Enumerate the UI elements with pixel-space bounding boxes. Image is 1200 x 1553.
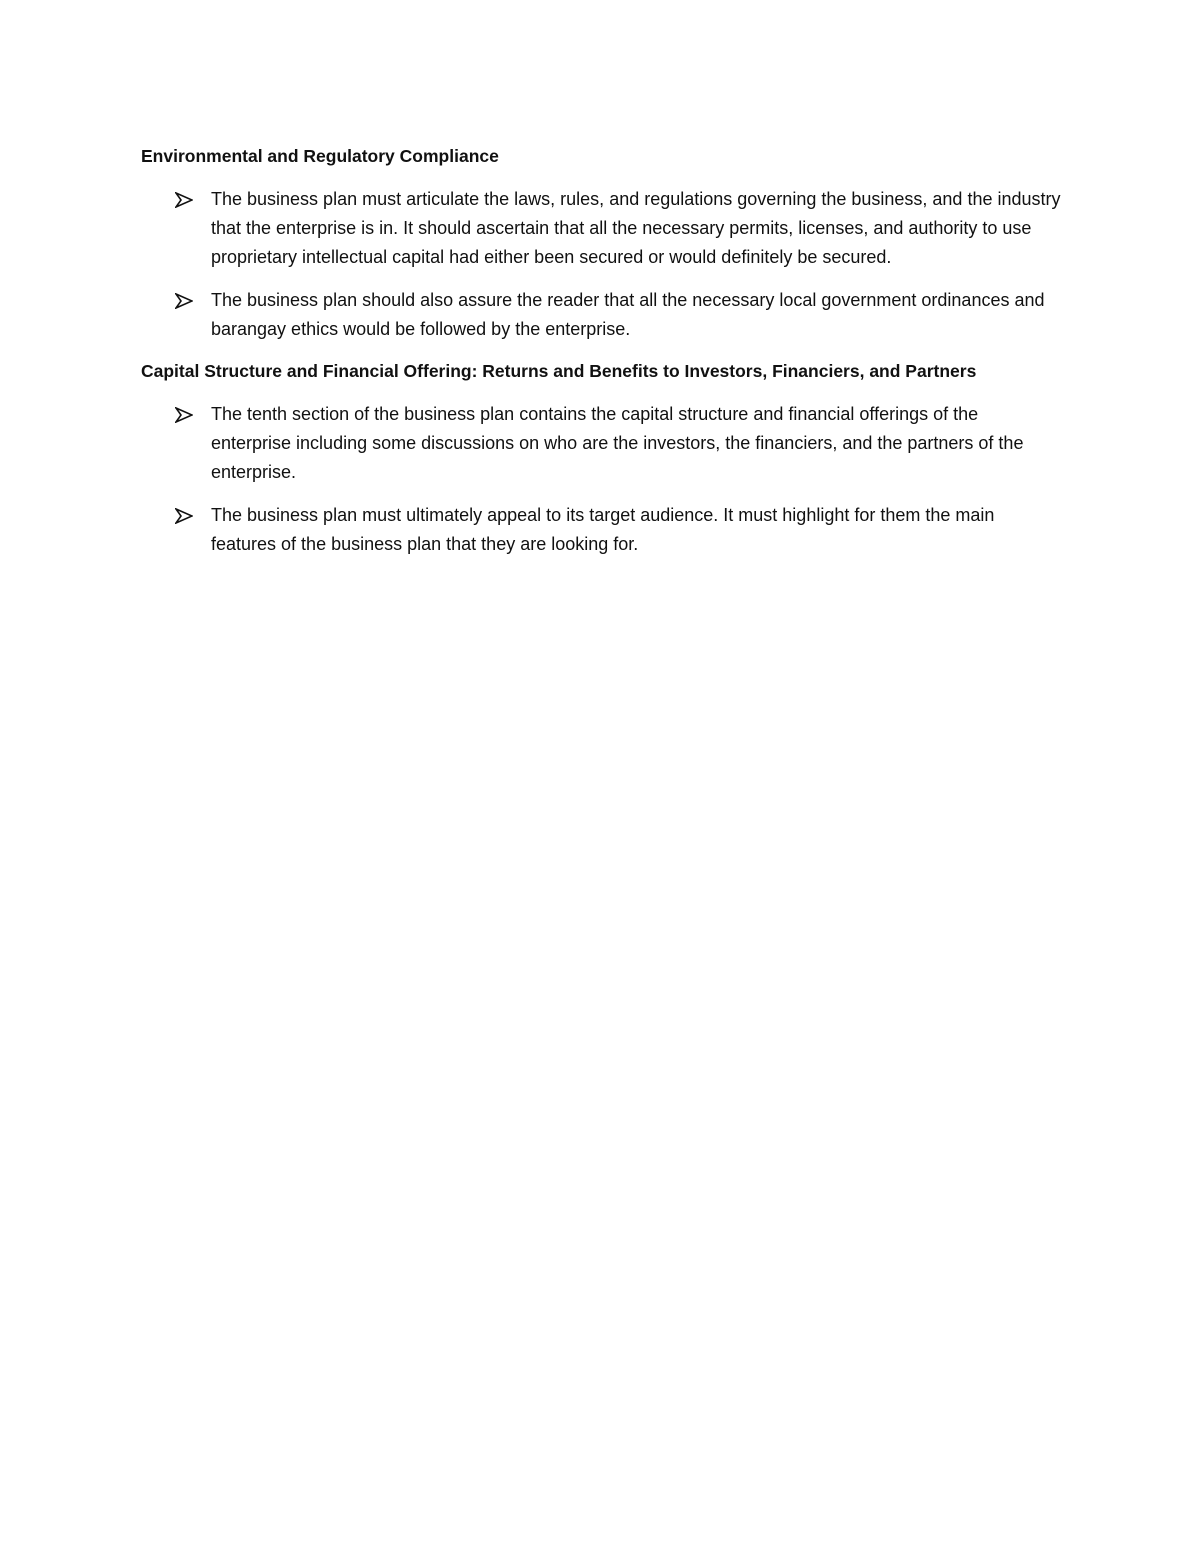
- arrowhead-bullet-icon: [175, 407, 193, 423]
- section-heading-environmental-compliance: Environmental and Regulatory Compliance: [141, 146, 499, 166]
- list-item: [141, 185, 1061, 272]
- list-item: [141, 400, 1061, 487]
- bullet-list-environmental-compliance: [141, 185, 1061, 344]
- bullet-text: The tenth section of the business plan contains the capital structure and financial offerings of the enterprise including some discussions on who are the investors, the financiers, and the partners of the enterprise.: [211, 404, 1024, 482]
- bullet-text: The business plan must articulate the laws, rules, and regulations governing the business, and the industry that the enterprise is in. It should ascertain that all the necessary permits, licenses, and authority to use proprietary intellectual capital had either been secured or would definitely be secured.: [211, 189, 1061, 267]
- document-content: [141, 143, 1061, 573]
- list-item: [141, 501, 1061, 559]
- list-item: [141, 286, 1061, 344]
- arrowhead-bullet-icon: [175, 508, 193, 524]
- bullet-text: The business plan should also assure the reader that all the necessary local government ordinances and barangay ethics would be followed by the enterprise.: [211, 290, 1045, 339]
- bullet-text: The business plan must ultimately appeal to its target audience. It must highlight for them the main features of the business plan that they are looking for.: [211, 505, 995, 554]
- arrowhead-bullet-icon: [175, 192, 193, 208]
- arrowhead-bullet-icon: [175, 293, 193, 309]
- bullet-list-capital-structure: [141, 400, 1061, 559]
- section-heading-capital-structure: Capital Structure and Financial Offering: Returns and Benefits to Investors, Financiers, and Partners: [141, 361, 977, 381]
